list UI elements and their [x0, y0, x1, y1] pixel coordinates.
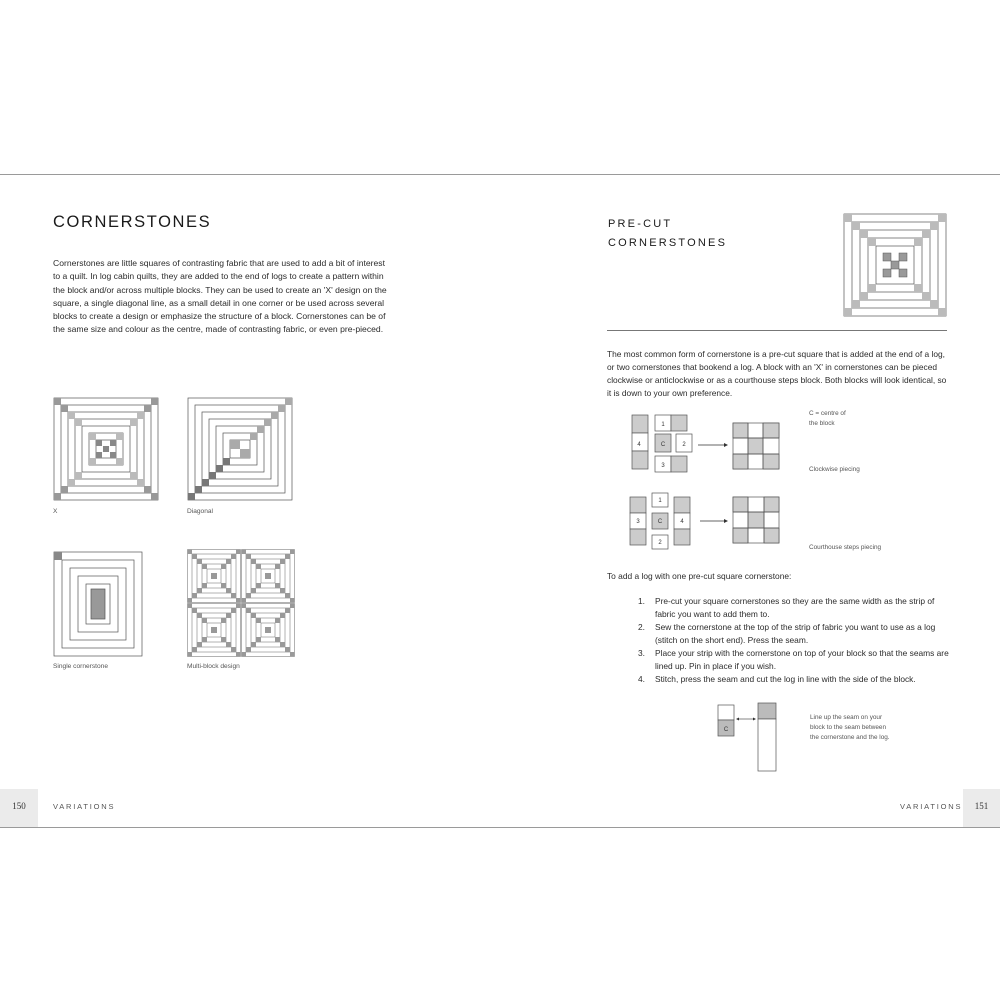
- label-4: 4: [637, 442, 641, 448]
- section-title: [608, 215, 727, 253]
- centre-note: [809, 409, 846, 429]
- clockwise-piecing-diagram: [630, 413, 790, 477]
- label-2-courthouse: 2: [658, 540, 662, 546]
- label-4-courthouse: 4: [680, 519, 684, 525]
- diagonal-block-diagram: [187, 397, 293, 501]
- steps-list: [638, 595, 950, 686]
- list-item: [638, 595, 950, 621]
- page-number-left: 150: [12, 801, 26, 811]
- courthouse-piecing-diagram: [628, 491, 788, 555]
- seam-alignment-diagram: [716, 701, 782, 773]
- caption-x: X: [53, 508, 58, 515]
- running-head-left: VARIATIONS: [53, 802, 116, 811]
- page-number-right: 151: [974, 801, 989, 811]
- step-number: 3.: [638, 648, 645, 658]
- page-title: CORNERSTONES: [53, 213, 212, 231]
- list-item: [638, 621, 950, 647]
- label-1-courthouse: 1: [658, 498, 662, 504]
- seam-note-line2: block to the seam between: [810, 724, 887, 731]
- seam-note: [810, 713, 890, 743]
- step-text: Place your strip with the cornerstone on top of your block so that the seams are lined up. Pin in place if you wish.: [655, 648, 949, 671]
- clockwise-label: Clockwise piecing: [809, 466, 860, 473]
- step-text: Stitch, press the seam and cut the log in line with the side of the block.: [655, 674, 916, 684]
- section-paragraph: The most common form of cornerstone is a pre-cut square that is added at the end of a log, or two cornerstones that bookend a log. A block with an 'X' in cornerstones can be pieced clockwise or anticlockwise or as a courthouse steps block. Both blocks will look identical, so it is down to your own preference.: [607, 349, 947, 398]
- label-3-courthouse: 3: [636, 519, 640, 525]
- label-c: C: [660, 442, 666, 448]
- caption-diagonal: Diagonal: [187, 508, 214, 515]
- label-c-courthouse: C: [657, 519, 663, 525]
- caption-single: Single cornerstone: [53, 663, 108, 670]
- multi-block-diagram: [187, 549, 295, 657]
- label-c-seam: C: [723, 727, 729, 733]
- courthouse-label: Courthouse steps piecing: [809, 544, 882, 551]
- page-number-tab-left: [0, 789, 38, 827]
- centre-note-line2: the block: [809, 420, 835, 427]
- book-spread: [0, 174, 1000, 828]
- section-rule: [607, 330, 947, 331]
- step-number: 2.: [638, 622, 645, 632]
- step-number: 1.: [638, 596, 645, 606]
- section-title-line2: CORNERSTONES: [608, 237, 728, 249]
- caption-multi: Multi-block design: [187, 663, 240, 670]
- step-number: 4.: [638, 674, 645, 684]
- x-block-diagram: [53, 397, 159, 501]
- steps-lead: To add a log with one pre-cut square cornerstone:: [607, 571, 792, 581]
- single-cornerstone-diagram: [53, 551, 143, 657]
- label-2: 2: [682, 442, 686, 448]
- list-item: [638, 673, 950, 686]
- list-item: [638, 647, 950, 673]
- right-page: [500, 175, 1000, 827]
- precut-block-illustration: [843, 213, 947, 317]
- label-3: 3: [661, 463, 665, 469]
- step-text: Sew the cornerstone at the top of the strip of fabric you want to use as a log (stitch on the short end). Press the seam.: [655, 622, 936, 645]
- step-text: Pre-cut your square cornerstones so they are the same width as the strip of fabric you want to add them to.: [655, 596, 935, 619]
- section-title-line1: PRE-CUT: [608, 218, 673, 230]
- centre-note-line1: C = centre of: [809, 410, 846, 417]
- label-1: 1: [661, 422, 665, 428]
- page-number-tab-right: [963, 789, 1000, 827]
- seam-note-line3: the cornerstone and the log.: [810, 734, 890, 741]
- intro-paragraph: Cornerstones are little squares of contrasting fabric that are used to add a bit of interest to a quilt. In log cabin quilts, they are added to the end of logs to create a pattern within the block and/or across multiple blocks. They can be used to create an 'X' design on the square, a single diagonal line, as a small detail in one corner or be used across several blocks to create a design or emphasize the structure of a block. Cornerstones can be of the same size and colour as the centre, made of contrasting fabric, or even pre-pieced.: [53, 258, 387, 335]
- running-head-right: VARIATIONS: [900, 802, 963, 811]
- seam-note-line1: Line up the seam on your: [810, 714, 883, 721]
- left-page: [0, 175, 500, 827]
